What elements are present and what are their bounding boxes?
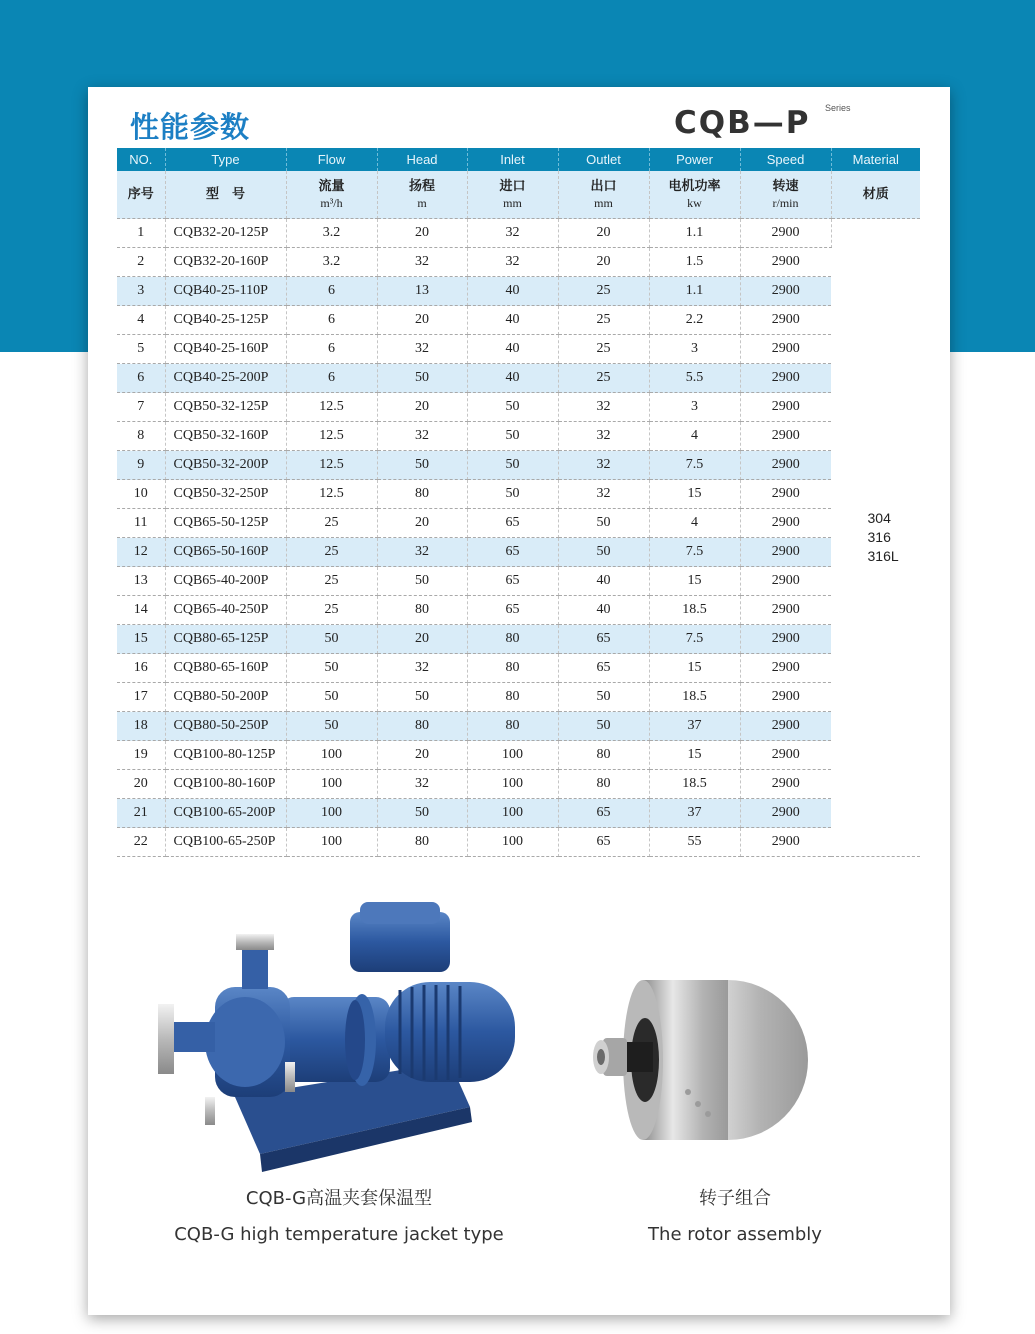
row-type-cell: CQB50-32-200P — [165, 451, 286, 480]
unit-inlet: mm — [503, 195, 522, 210]
table-row — [117, 596, 920, 625]
row-flow-cell: 12.5 — [286, 480, 377, 509]
row-flow-cell: 6 — [286, 277, 377, 306]
col-header-cn-inlet: 进口 mm — [467, 171, 558, 219]
row-type-cell: CQB40-25-125P — [165, 306, 286, 335]
row-head-cell: 20 — [377, 393, 467, 422]
table-body — [117, 219, 920, 857]
col-header-speed: Speed — [740, 148, 831, 171]
unit-outlet: mm — [594, 195, 613, 210]
row-power-cell: 1.5 — [649, 248, 740, 277]
row-speed-cell: 2900 — [740, 277, 831, 306]
table-row — [117, 828, 920, 857]
col-header-head: Head — [377, 148, 467, 171]
row-outlet-cell: 32 — [558, 480, 649, 509]
row-outlet-cell: 32 — [558, 451, 649, 480]
row-outlet-cell: 32 — [558, 422, 649, 451]
row-power-cell: 37 — [649, 799, 740, 828]
row-flow-cell: 100 — [286, 828, 377, 857]
table-row — [117, 625, 920, 654]
row-outlet-cell: 65 — [558, 654, 649, 683]
table-row — [117, 654, 920, 683]
brand-model: CQB—P — [674, 105, 811, 141]
row-inlet-cell: 32 — [467, 248, 558, 277]
material-grade: 316 — [867, 529, 891, 545]
row-type-cell: CQB100-65-200P — [165, 799, 286, 828]
row-flow-cell: 12.5 — [286, 393, 377, 422]
material-cell — [831, 219, 920, 857]
table-row — [117, 712, 920, 741]
rotor-caption-cn: 转子组合 — [699, 1188, 771, 1209]
row-inlet-cell: 80 — [467, 683, 558, 712]
row-flow-cell: 3.2 — [286, 219, 377, 248]
row-inlet-cell: 100 — [467, 799, 558, 828]
row-outlet-cell: 25 — [558, 277, 649, 306]
row-power-cell: 15 — [649, 480, 740, 509]
table-row — [117, 422, 920, 451]
row-outlet-cell: 65 — [558, 799, 649, 828]
row-head-cell: 80 — [377, 828, 467, 857]
row-no-cell: 5 — [117, 335, 165, 364]
row-no-cell: 12 — [117, 538, 165, 567]
row-type-cell: CQB80-65-160P — [165, 654, 286, 683]
row-no-cell: 2 — [117, 248, 165, 277]
table-row — [117, 451, 920, 480]
row-power-cell: 18.5 — [649, 683, 740, 712]
row-no-cell: 8 — [117, 422, 165, 451]
row-type-cell: CQB40-25-200P — [165, 364, 286, 393]
row-flow-cell: 50 — [286, 625, 377, 654]
row-outlet-cell: 25 — [558, 306, 649, 335]
col-header-cn-no: 序号 — [117, 171, 165, 219]
row-speed-cell: 2900 — [740, 596, 831, 625]
row-no-cell: 9 — [117, 451, 165, 480]
row-head-cell: 80 — [377, 712, 467, 741]
row-type-cell: CQB80-65-125P — [165, 625, 286, 654]
table-row — [117, 306, 920, 335]
row-head-cell: 13 — [377, 277, 467, 306]
row-power-cell: 15 — [649, 654, 740, 683]
row-inlet-cell: 65 — [467, 538, 558, 567]
row-flow-cell: 25 — [286, 596, 377, 625]
pump-caption-en: CQB-G high temperature jacket type — [174, 1224, 504, 1245]
row-type-cell: CQB50-32-125P — [165, 393, 286, 422]
row-outlet-cell: 50 — [558, 538, 649, 567]
table-row — [117, 277, 920, 306]
table-row — [117, 364, 920, 393]
row-speed-cell: 2900 — [740, 741, 831, 770]
row-inlet-cell: 65 — [467, 596, 558, 625]
unit-flow: m³/h — [320, 195, 343, 210]
col-header-material: Material — [831, 148, 920, 171]
row-speed-cell: 2900 — [740, 828, 831, 857]
row-inlet-cell: 40 — [467, 306, 558, 335]
row-head-cell: 20 — [377, 625, 467, 654]
row-speed-cell: 2900 — [740, 625, 831, 654]
spec-sheet-page — [88, 87, 950, 1315]
row-inlet-cell: 50 — [467, 393, 558, 422]
col-header-outlet: Outlet — [558, 148, 649, 171]
row-outlet-cell: 25 — [558, 335, 649, 364]
col-header-power: Power — [649, 148, 740, 171]
row-no-cell: 20 — [117, 770, 165, 799]
col-header-cn-power: 电机功率 kw — [649, 171, 740, 219]
col-header-cn-speed: 转速 r/min — [740, 171, 831, 219]
row-outlet-cell: 80 — [558, 741, 649, 770]
unit-speed: r/min — [772, 195, 799, 210]
row-outlet-cell: 80 — [558, 770, 649, 799]
col-header-type: Type — [165, 148, 286, 171]
row-type-cell: CQB65-40-200P — [165, 567, 286, 596]
row-type-cell: CQB32-20-160P — [165, 248, 286, 277]
row-power-cell: 7.5 — [649, 538, 740, 567]
row-flow-cell: 50 — [286, 683, 377, 712]
header-row-cn — [117, 171, 920, 219]
row-type-cell: CQB65-40-250P — [165, 596, 286, 625]
pump-product-image — [150, 892, 530, 1182]
row-outlet-cell: 50 — [558, 712, 649, 741]
table-row — [117, 480, 920, 509]
row-speed-cell: 2900 — [740, 451, 831, 480]
table-row — [117, 799, 920, 828]
col-header-cn-type: 型 号 — [165, 171, 286, 219]
row-no-cell: 17 — [117, 683, 165, 712]
row-outlet-cell: 50 — [558, 683, 649, 712]
row-inlet-cell: 100 — [467, 741, 558, 770]
header-row-en — [117, 148, 920, 171]
row-flow-cell: 50 — [286, 712, 377, 741]
material-grade: 304 — [867, 510, 891, 526]
row-inlet-cell: 80 — [467, 654, 558, 683]
row-power-cell: 3 — [649, 335, 740, 364]
row-speed-cell: 2900 — [740, 422, 831, 451]
row-type-cell: CQB100-80-125P — [165, 741, 286, 770]
row-flow-cell: 6 — [286, 335, 377, 364]
series-label: Series — [825, 103, 851, 113]
row-speed-cell: 2900 — [740, 799, 831, 828]
row-power-cell: 18.5 — [649, 596, 740, 625]
row-head-cell: 32 — [377, 422, 467, 451]
row-inlet-cell: 65 — [467, 567, 558, 596]
row-no-cell: 18 — [117, 712, 165, 741]
rotor-assembly-image — [583, 972, 823, 1147]
row-power-cell: 1.1 — [649, 219, 740, 248]
row-outlet-cell: 40 — [558, 567, 649, 596]
row-no-cell: 14 — [117, 596, 165, 625]
row-head-cell: 32 — [377, 538, 467, 567]
row-no-cell: 16 — [117, 654, 165, 683]
row-flow-cell: 100 — [286, 770, 377, 799]
row-outlet-cell: 20 — [558, 219, 649, 248]
row-outlet-cell: 65 — [558, 625, 649, 654]
row-type-cell: CQB100-80-160P — [165, 770, 286, 799]
row-type-cell: CQB100-65-250P — [165, 828, 286, 857]
row-inlet-cell: 100 — [467, 828, 558, 857]
row-head-cell: 32 — [377, 248, 467, 277]
row-flow-cell: 6 — [286, 306, 377, 335]
row-no-cell: 13 — [117, 567, 165, 596]
table-row — [117, 393, 920, 422]
row-power-cell: 5.5 — [649, 364, 740, 393]
row-inlet-cell: 100 — [467, 770, 558, 799]
row-inlet-cell: 40 — [467, 277, 558, 306]
row-speed-cell: 2900 — [740, 770, 831, 799]
row-type-cell: CQB65-50-125P — [165, 509, 286, 538]
table-row — [117, 219, 920, 248]
performance-table — [117, 148, 920, 857]
table-row — [117, 741, 920, 770]
row-no-cell: 10 — [117, 480, 165, 509]
row-type-cell: CQB40-25-110P — [165, 277, 286, 306]
row-power-cell: 7.5 — [649, 625, 740, 654]
row-inlet-cell: 50 — [467, 480, 558, 509]
table-row — [117, 683, 920, 712]
row-power-cell: 7.5 — [649, 451, 740, 480]
row-type-cell: CQB32-20-125P — [165, 219, 286, 248]
row-power-cell: 3 — [649, 393, 740, 422]
row-flow-cell: 25 — [286, 509, 377, 538]
row-head-cell: 20 — [377, 219, 467, 248]
row-head-cell: 50 — [377, 683, 467, 712]
row-speed-cell: 2900 — [740, 306, 831, 335]
rotor-caption-en: The rotor assembly — [648, 1224, 822, 1245]
row-no-cell: 22 — [117, 828, 165, 857]
page-title: 性能参数 — [130, 110, 251, 144]
unit-power: kw — [687, 195, 702, 210]
row-head-cell: 50 — [377, 364, 467, 393]
row-no-cell: 11 — [117, 509, 165, 538]
row-flow-cell: 3.2 — [286, 248, 377, 277]
row-speed-cell: 2900 — [740, 712, 831, 741]
row-flow-cell: 6 — [286, 364, 377, 393]
row-type-cell: CQB50-32-160P — [165, 422, 286, 451]
row-type-cell: CQB65-50-160P — [165, 538, 286, 567]
row-type-cell: CQB80-50-250P — [165, 712, 286, 741]
row-outlet-cell: 65 — [558, 828, 649, 857]
row-outlet-cell: 40 — [558, 596, 649, 625]
row-speed-cell: 2900 — [740, 248, 831, 277]
row-speed-cell: 2900 — [740, 538, 831, 567]
row-head-cell: 50 — [377, 451, 467, 480]
row-flow-cell: 12.5 — [286, 422, 377, 451]
col-header-cn-outlet: 出口 mm — [558, 171, 649, 219]
row-speed-cell: 2900 — [740, 509, 831, 538]
row-no-cell: 6 — [117, 364, 165, 393]
row-no-cell: 7 — [117, 393, 165, 422]
table-row — [117, 567, 920, 596]
col-header-flow: Flow — [286, 148, 377, 171]
col-header-cn-head: 扬程 m — [377, 171, 467, 219]
col-header-cn-material: 材质 — [831, 171, 920, 219]
row-inlet-cell: 40 — [467, 335, 558, 364]
table-row — [117, 770, 920, 799]
row-speed-cell: 2900 — [740, 480, 831, 509]
row-flow-cell: 100 — [286, 741, 377, 770]
row-outlet-cell: 32 — [558, 393, 649, 422]
material-grade: 316L — [867, 548, 899, 564]
unit-head: m — [417, 195, 427, 210]
row-type-cell: CQB40-25-160P — [165, 335, 286, 364]
row-no-cell: 19 — [117, 741, 165, 770]
col-header-cn-flow: 流量 m³/h — [286, 171, 377, 219]
row-head-cell: 32 — [377, 335, 467, 364]
row-head-cell: 50 — [377, 567, 467, 596]
row-flow-cell: 100 — [286, 799, 377, 828]
row-inlet-cell: 80 — [467, 712, 558, 741]
row-no-cell: 3 — [117, 277, 165, 306]
row-no-cell: 21 — [117, 799, 165, 828]
row-head-cell: 80 — [377, 480, 467, 509]
row-speed-cell: 2900 — [740, 335, 831, 364]
row-speed-cell: 2900 — [740, 683, 831, 712]
row-power-cell: 15 — [649, 741, 740, 770]
table-row — [117, 248, 920, 277]
col-header-no: NO. — [117, 148, 165, 171]
row-inlet-cell: 32 — [467, 219, 558, 248]
row-flow-cell: 50 — [286, 654, 377, 683]
row-head-cell: 20 — [377, 509, 467, 538]
row-power-cell: 4 — [649, 509, 740, 538]
row-power-cell: 2.2 — [649, 306, 740, 335]
row-speed-cell: 2900 — [740, 219, 831, 248]
table-row — [117, 509, 920, 538]
row-flow-cell: 12.5 — [286, 451, 377, 480]
row-no-cell: 15 — [117, 625, 165, 654]
row-outlet-cell: 20 — [558, 248, 649, 277]
col-header-inlet: Inlet — [467, 148, 558, 171]
row-inlet-cell: 80 — [467, 625, 558, 654]
row-outlet-cell: 50 — [558, 509, 649, 538]
row-flow-cell: 25 — [286, 538, 377, 567]
row-inlet-cell: 65 — [467, 509, 558, 538]
table-row — [117, 538, 920, 567]
row-power-cell: 18.5 — [649, 770, 740, 799]
pump-caption-cn: CQB-G高温夹套保温型 — [245, 1188, 433, 1209]
row-no-cell: 4 — [117, 306, 165, 335]
row-speed-cell: 2900 — [740, 654, 831, 683]
row-inlet-cell: 50 — [467, 422, 558, 451]
row-power-cell: 1.1 — [649, 277, 740, 306]
row-head-cell: 20 — [377, 306, 467, 335]
row-head-cell: 20 — [377, 741, 467, 770]
row-inlet-cell: 50 — [467, 451, 558, 480]
row-type-cell: CQB50-32-250P — [165, 480, 286, 509]
row-power-cell: 15 — [649, 567, 740, 596]
row-power-cell: 55 — [649, 828, 740, 857]
row-speed-cell: 2900 — [740, 364, 831, 393]
row-head-cell: 80 — [377, 596, 467, 625]
table-row — [117, 335, 920, 364]
row-inlet-cell: 40 — [467, 364, 558, 393]
row-speed-cell: 2900 — [740, 567, 831, 596]
row-head-cell: 32 — [377, 770, 467, 799]
row-head-cell: 50 — [377, 799, 467, 828]
row-flow-cell: 25 — [286, 567, 377, 596]
row-type-cell: CQB80-50-200P — [165, 683, 286, 712]
row-outlet-cell: 25 — [558, 364, 649, 393]
row-power-cell: 4 — [649, 422, 740, 451]
row-no-cell: 1 — [117, 219, 165, 248]
row-speed-cell: 2900 — [740, 393, 831, 422]
row-head-cell: 32 — [377, 654, 467, 683]
row-power-cell: 37 — [649, 712, 740, 741]
